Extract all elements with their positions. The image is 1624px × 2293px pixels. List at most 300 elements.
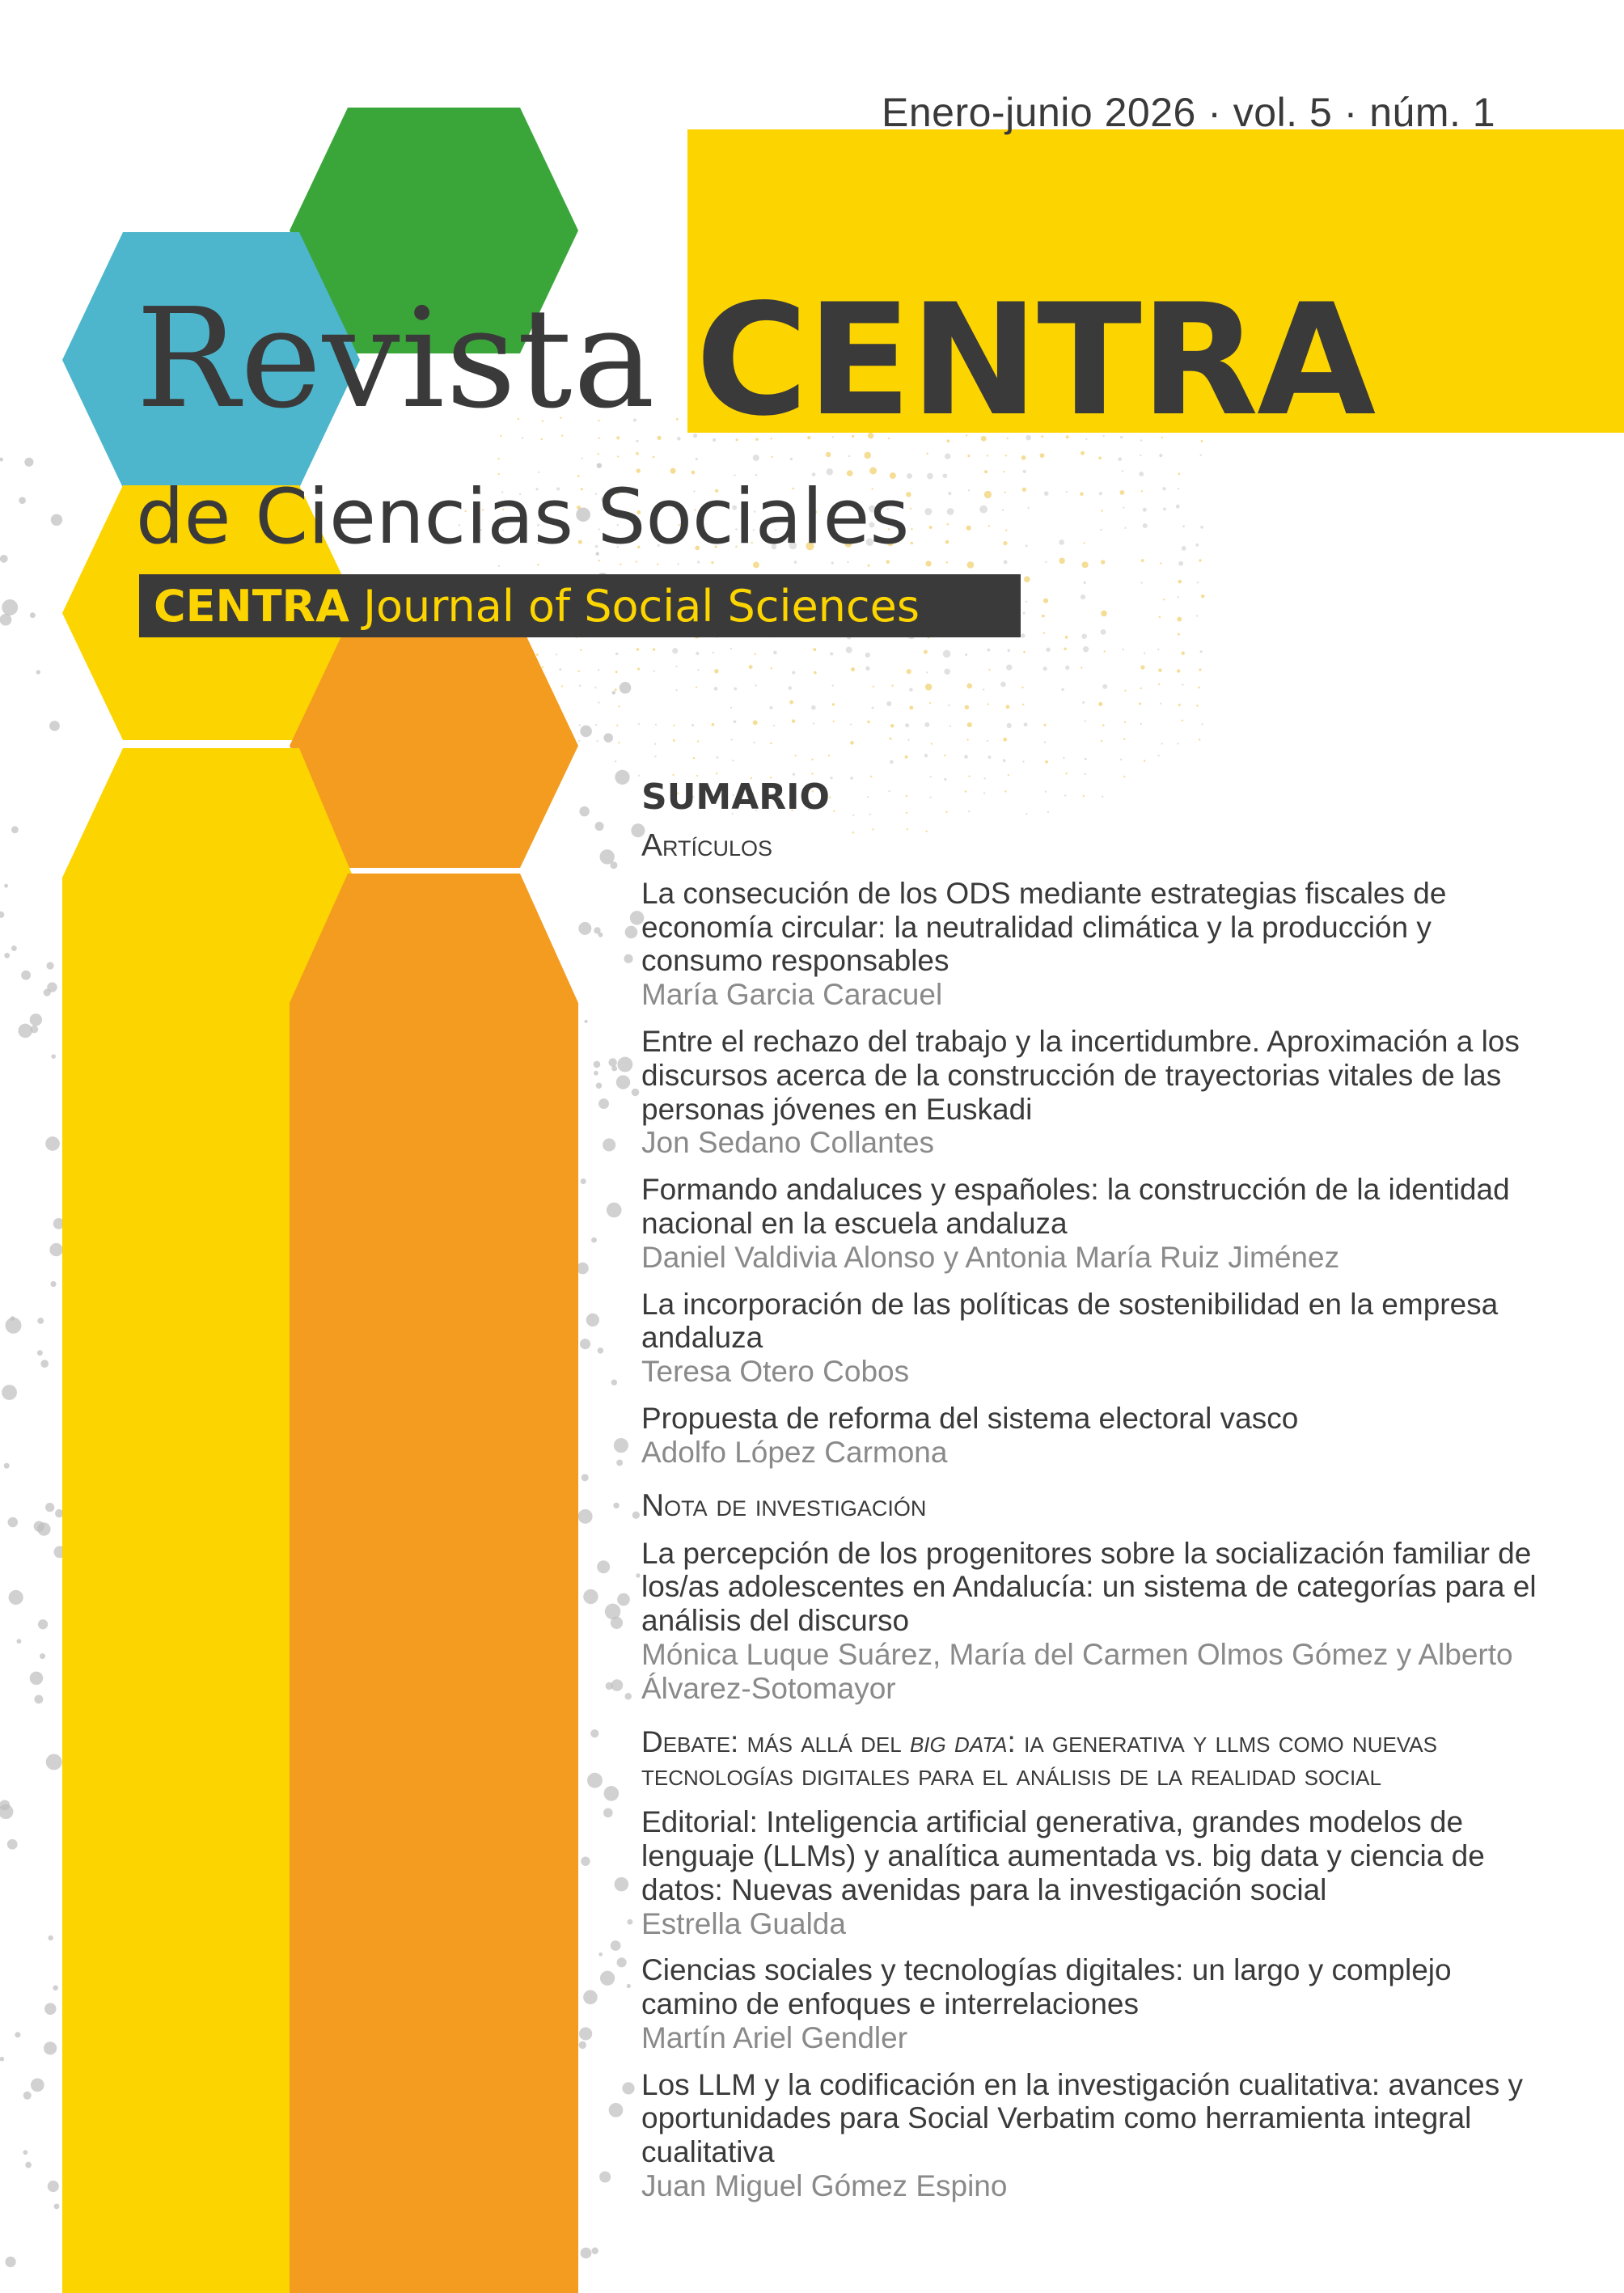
halftone-dot (1157, 649, 1159, 650)
scatter-dot (611, 1679, 624, 1691)
halftone-dot (984, 491, 992, 498)
halftone-dot (615, 671, 618, 673)
halftone-dot (769, 706, 772, 709)
scatter-dot (579, 806, 589, 816)
scatter-dot (9, 1590, 23, 1605)
scatter-dot (4, 1463, 10, 1469)
halftone-dot (1005, 530, 1007, 531)
halftone-dot (968, 489, 970, 491)
halftone-dot (813, 722, 814, 724)
halftone-dot (730, 648, 732, 649)
halftone-dot (1140, 723, 1142, 725)
halftone-dot (1178, 473, 1181, 476)
journal-rest: Journal of Social Sciences (349, 581, 920, 632)
section-nota: Nota de investigación (641, 1487, 927, 1523)
halftone-dot (755, 654, 756, 655)
item-title: Propuesta de reforma del sistema electoral vasco (641, 1402, 1299, 1436)
halftone-dot (925, 683, 933, 691)
halftone-dot (732, 759, 734, 761)
halftone-dot (948, 704, 949, 706)
scatter-dot (2, 599, 18, 616)
halftone-dot (770, 742, 772, 744)
halftone-dot (1140, 455, 1141, 456)
halftone-dot (1066, 491, 1068, 493)
summary-item (641, 1537, 1555, 1706)
scatter-dot (605, 1604, 621, 1620)
scatter-dot (603, 1138, 615, 1151)
summary-item (641, 1173, 1555, 1274)
halftone-dot (1178, 488, 1179, 489)
halftone-dot (1043, 666, 1047, 671)
halftone-dot (636, 452, 639, 455)
halftone-dot (559, 668, 561, 671)
scatter-dot (31, 1026, 39, 1034)
halftone-dot (1081, 666, 1082, 668)
scatter-dot (44, 2003, 57, 2015)
halftone-dot (771, 667, 772, 669)
halftone-dot (947, 508, 954, 515)
halftone-dot (636, 440, 638, 442)
scatter-dot (30, 1672, 44, 1686)
item-author: Martín Ariel Gendler (641, 2020, 908, 2054)
halftone-dot (1140, 582, 1142, 583)
halftone-dot (598, 701, 599, 703)
halftone-dot (1182, 546, 1186, 551)
halftone-dot (615, 653, 619, 656)
scatter-dot (45, 1503, 54, 1512)
halftone-dot (1023, 651, 1026, 654)
scatter-dot (597, 1560, 610, 1573)
halftone-dot (577, 671, 579, 672)
halftone-dot (1178, 580, 1182, 584)
halftone-dot (753, 742, 755, 743)
halftone-dot (1084, 582, 1086, 584)
halftone-dot (865, 666, 869, 671)
halftone-dot (1158, 668, 1162, 672)
scatter-dot (627, 1984, 631, 1988)
scatter-dot (53, 1985, 58, 1991)
halftone-dot (1023, 470, 1026, 473)
halftone-dot (655, 724, 657, 726)
halftone-dot (580, 649, 582, 650)
halftone-dot (987, 649, 990, 652)
halftone-dot (927, 473, 933, 480)
halftone-dot (788, 686, 792, 690)
halftone-dot (556, 654, 557, 655)
halftone-dot (1003, 738, 1007, 742)
halftone-dot (1099, 492, 1102, 495)
scatter-dot (34, 1694, 43, 1703)
halftone-dot (755, 684, 756, 686)
scatter-dot (18, 1024, 32, 1039)
halftone-dot (891, 685, 893, 687)
halftone-dot (1177, 617, 1182, 622)
halftone-dot (734, 720, 737, 723)
scatter-dot (583, 1589, 598, 1604)
halftone-dot (1065, 772, 1067, 774)
scatter-dot (594, 1071, 598, 1076)
halftone-dot (987, 455, 988, 456)
halftone-dot (945, 540, 949, 544)
halftone-dot (1082, 561, 1089, 568)
halftone-dot (925, 561, 931, 566)
halftone-dot (1159, 454, 1162, 457)
halftone-dot (988, 755, 992, 759)
halftone-dot (615, 688, 617, 691)
halftone-dot (851, 667, 855, 671)
halftone-dot (1065, 666, 1069, 670)
scatter-dot (5, 2257, 15, 2267)
scatter-dot (21, 971, 31, 980)
halftone-dot (1140, 665, 1144, 669)
halftone-dot (1198, 687, 1200, 689)
halftone-dot (598, 669, 599, 671)
scatter-dot (627, 1919, 632, 1925)
scatter-dot (616, 1459, 623, 1466)
halftone-dot (1022, 704, 1024, 705)
halftone-dot (1101, 740, 1102, 742)
halftone-dot (594, 687, 596, 688)
halftone-dot (1005, 455, 1007, 456)
halftone-dot (1101, 560, 1105, 564)
halftone-dot (618, 742, 620, 743)
scatter-dot (598, 1347, 604, 1354)
scatter-dot (607, 1203, 622, 1218)
summary-item (641, 2068, 1555, 2203)
halftone-dot (716, 772, 717, 774)
halftone-dot (944, 755, 945, 756)
halftone-dot (677, 437, 681, 441)
halftone-dot (929, 702, 931, 704)
scatter-dot (580, 1339, 590, 1349)
halftone-dot (929, 526, 933, 529)
halftone-dot (1085, 720, 1086, 721)
summary-title: SUMARIO (641, 776, 830, 818)
halftone-dot (1182, 683, 1183, 685)
halftone-dot (924, 754, 928, 757)
halftone-dot (832, 703, 835, 705)
scatter-dot (587, 1773, 603, 1788)
halftone-dot (579, 725, 581, 726)
halftone-dot (677, 563, 679, 565)
scatter-dot (603, 733, 613, 742)
halftone-dot (1021, 455, 1026, 460)
halftone-dot (1141, 490, 1143, 492)
halftone-dot (983, 688, 984, 690)
scatter-dot (609, 2103, 624, 2117)
halftone-dot (926, 453, 928, 455)
halftone-dot (1022, 760, 1024, 762)
section-debate (641, 1725, 1555, 1793)
halftone-dot (616, 725, 618, 726)
scatter-dot (0, 614, 11, 626)
scatter-dot (611, 1940, 621, 1951)
halftone-dot (595, 724, 597, 726)
halftone-dot (596, 740, 598, 742)
halftone-dot (1002, 509, 1004, 510)
title-centra: CENTRA (696, 271, 1375, 450)
halftone-dot (1119, 490, 1124, 495)
halftone-dot (1044, 741, 1047, 743)
halftone-dot (773, 651, 777, 655)
scatter-dot (40, 1360, 49, 1368)
scatter-dot (583, 1990, 598, 2004)
halftone-dot (1124, 690, 1126, 692)
halftone-dot (1160, 703, 1161, 704)
halftone-dot (1006, 704, 1010, 709)
halftone-dot (1141, 559, 1144, 562)
halftone-dot (868, 565, 870, 567)
scatter-dot (599, 2171, 611, 2182)
scatter-dot (603, 1808, 613, 1817)
halftone-dot (946, 561, 948, 563)
halftone-dot (965, 705, 969, 709)
halftone-dot (987, 740, 988, 742)
halftone-dot (792, 719, 795, 722)
halftone-dot (907, 739, 909, 741)
scatter-dot (598, 933, 603, 937)
halftone-dot (867, 721, 869, 723)
halftone-dot (833, 721, 835, 722)
halftone-dot (753, 455, 759, 461)
scatter-dot (37, 1318, 44, 1324)
halftone-dot (1123, 649, 1124, 650)
scatter-dot (16, 1639, 21, 1644)
scatter-dot (604, 1786, 620, 1801)
halftone-dot (1021, 687, 1023, 688)
halftone-dot (1199, 738, 1200, 740)
halftone-dot (910, 508, 911, 510)
halftone-dot (864, 452, 871, 459)
halftone-dot (948, 492, 951, 495)
item-author: Jon Sedano Collantes (641, 1126, 935, 1160)
scatter-dot (0, 2057, 4, 2062)
halftone-dot (654, 743, 656, 745)
summary-item (641, 877, 1555, 1012)
halftone-dot (579, 684, 582, 687)
halftone-dot (1196, 615, 1198, 616)
halftone-dot (924, 722, 929, 727)
halftone-dot (716, 756, 718, 759)
halftone-dot (1045, 760, 1048, 764)
item-title: Editorial: Inteligencia artificial generativa, grandes modelos de lenguaje (LLMs) y analítica aumentada vs. big data y ciencia de datos: Nuevas avenidas para la investigación social (641, 1805, 1485, 1906)
halftone-dot (790, 458, 793, 460)
halftone-dot (1065, 636, 1068, 639)
halftone-dot (1083, 646, 1089, 652)
scatter-dot (611, 1065, 617, 1071)
halftone-dot (537, 564, 539, 565)
scatter-dot (2, 1385, 17, 1400)
scatter-dot (48, 1936, 53, 1940)
halftone-dot (1182, 720, 1183, 721)
scatter-dot (50, 1281, 56, 1287)
halftone-dot (1182, 525, 1185, 527)
scatter-dot (30, 612, 36, 618)
halftone-dot (965, 654, 967, 656)
halftone-dot (1199, 559, 1201, 561)
halftone-dot (1199, 668, 1201, 671)
scatter-dot (15, 2032, 20, 2037)
scatter-dot (608, 1058, 616, 1066)
halftone-dot (1026, 544, 1028, 547)
scatter-dot (581, 2248, 592, 2259)
scatter-dot (36, 670, 40, 674)
halftone-dot (1197, 582, 1199, 583)
halftone-dot (964, 755, 968, 759)
scatter-dot (632, 1089, 640, 1097)
halftone-dot (1178, 704, 1181, 706)
halftone-dot (886, 701, 891, 706)
item-title: La percepción de los progenitores sobre la socialización familiar de los/as adolescentes en Andalucía: un sistema de categorías para el análisis del discurso (641, 1536, 1537, 1638)
journal-english-title-band (139, 574, 1021, 637)
halftone-dot (1044, 491, 1049, 496)
halftone-dot (1163, 508, 1166, 511)
halftone-dot (498, 565, 500, 567)
halftone-dot (615, 760, 616, 762)
scatter-dot (578, 1509, 593, 1524)
halftone-dot (1064, 647, 1067, 650)
halftone-dot (905, 723, 909, 727)
halftone-dot (905, 755, 908, 759)
scatter-dot (24, 458, 33, 467)
halftone-dot (753, 721, 758, 726)
debate-post: : ia generativa y llms como nuevas tecnologías digitales para el análisis de la realidad social (641, 1724, 1437, 1792)
halftone-dot (598, 453, 599, 455)
halftone-dot (578, 740, 580, 742)
halftone-dot (909, 687, 913, 692)
halftone-dot (1102, 724, 1105, 726)
halftone-dot (1004, 560, 1008, 564)
halftone-dot (697, 740, 699, 742)
halftone-dot (1140, 687, 1142, 689)
halftone-dot (1081, 451, 1085, 455)
halftone-dot (1083, 542, 1085, 544)
halftone-dot (1080, 492, 1084, 496)
item-author: Adolfo López Carmona (641, 1435, 948, 1469)
halftone-dot (945, 453, 950, 459)
halftone-dot (943, 650, 951, 658)
halftone-dot (1028, 507, 1030, 509)
summary-item (641, 1805, 1555, 1940)
scatter-dot (11, 946, 17, 951)
halftone-dot (890, 724, 894, 728)
halftone-dot (890, 760, 894, 764)
scatter-dot (585, 1020, 588, 1023)
halftone-dot (1158, 683, 1160, 685)
scatter-dot (615, 770, 629, 785)
halftone-dot (889, 738, 891, 740)
scatter-dot (591, 1237, 597, 1243)
scatter-dot (625, 926, 638, 939)
halftone-dot (966, 683, 972, 689)
halftone-dot (1124, 527, 1126, 529)
halftone-dot (1098, 456, 1102, 459)
halftone-dot (1120, 759, 1122, 760)
scatter-dot (4, 953, 10, 958)
halftone-dot (907, 669, 911, 674)
scatter-dot (599, 849, 614, 864)
scatter-dot (581, 1178, 586, 1184)
scatter-dot (23, 2092, 32, 2100)
halftone-dot (1118, 457, 1122, 461)
scatter-dot (45, 1136, 60, 1151)
halftone-dot (617, 455, 619, 457)
scatter-dot (51, 514, 62, 526)
halftone-dot (673, 739, 675, 742)
scatter-dot (38, 1619, 48, 1629)
halftone-dot (846, 647, 852, 654)
halftone-dot (814, 671, 817, 675)
item-author: Estrella Gualda (641, 1906, 846, 1940)
journal-english-title (154, 581, 920, 632)
halftone-dot (1177, 742, 1178, 744)
halftone-dot (911, 542, 913, 544)
scatter-dot (25, 2162, 32, 2168)
halftone-dot (1160, 562, 1161, 564)
halftone-dot (714, 687, 718, 691)
halftone-dot (1081, 594, 1085, 599)
halftone-dot (850, 741, 854, 745)
halftone-dot (730, 707, 732, 709)
scatter-dot (596, 1083, 602, 1089)
halftone-dot (988, 669, 990, 671)
halftone-dot (693, 757, 696, 759)
halftone-dot (966, 526, 971, 531)
halftone-dot (1201, 723, 1203, 725)
scatter-dot (580, 726, 592, 738)
scatter-dot (55, 1509, 63, 1517)
halftone-dot (1059, 558, 1064, 564)
halftone-dot (828, 755, 830, 756)
scatter-dot (617, 1957, 627, 1967)
halftone-dot (1000, 682, 1006, 687)
halftone-dot (1178, 633, 1180, 636)
scatter-dot (11, 1316, 15, 1321)
summary-item (641, 1953, 1555, 2054)
scatter-dot (582, 1474, 589, 1481)
halftone-dot (1139, 702, 1141, 704)
halftone-dot (672, 774, 674, 776)
halftone-dot (830, 652, 833, 655)
scatter-dot (23, 2150, 27, 2155)
item-author: Juan Miguel Gómez Espino (641, 2169, 1008, 2203)
item-author: Mónica Luque Suárez, María del Carmen Olmos Gómez y Alberto Álvarez-Sotomayor (641, 1637, 1513, 1705)
scatter-dot (54, 2203, 60, 2209)
halftone-dot (873, 686, 874, 687)
halftone-dot (653, 456, 655, 459)
scatter-dot (44, 2041, 57, 2054)
halftone-dot (1026, 601, 1027, 603)
halftone-dot (1200, 455, 1202, 456)
halftone-dot (1159, 616, 1161, 618)
scatter-dot (0, 912, 4, 918)
scatter-dot (4, 884, 8, 888)
halftone-dot (792, 671, 795, 675)
halftone-dot (909, 705, 913, 709)
halftone-dot (1081, 633, 1087, 639)
halftone-dot (1163, 599, 1165, 600)
debate-pre: Debate: más allá del (641, 1724, 910, 1758)
halftone-dot (536, 654, 539, 656)
halftone-dot (811, 759, 813, 760)
item-title: La consecución de los ODS mediante estrategias fiscales de economía circular: la neutralidad climática y la producción y consumo responsables (641, 876, 1447, 978)
scatter-dot (44, 989, 51, 996)
scatter-dot (0, 458, 3, 462)
scatter-dot (598, 1952, 603, 1957)
scatter-dot (7, 1839, 18, 1850)
halftone-dot (966, 738, 968, 740)
halftone-dot (618, 705, 620, 707)
